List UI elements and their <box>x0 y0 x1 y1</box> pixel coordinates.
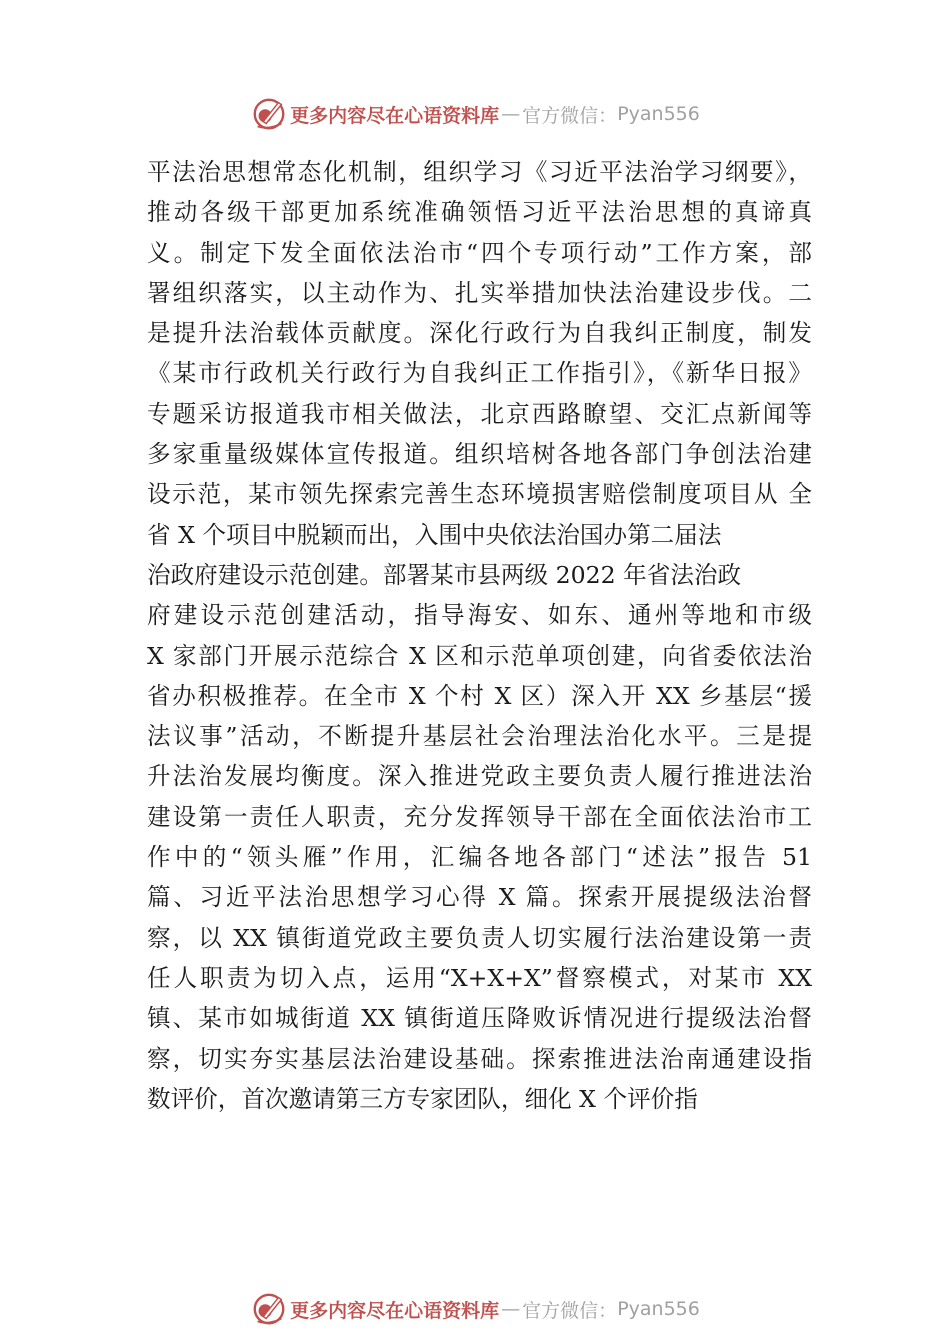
text-line: 镇、某市如城街道 XX 镇街道压降败诉情况进行提级法治督 <box>147 1004 812 1033</box>
text-line: 推动各级干部更加系统准确领悟习近平法治思想的真谛真 <box>147 198 812 227</box>
header-wechat-account: Pyan556 <box>617 103 700 125</box>
text-line: 篇、习近平法治思想学习心得 X 篇。探索开展提级法治督 <box>147 883 812 912</box>
header-brand-text: 更多内容尽在心语资料库 <box>290 104 500 127</box>
text-line: 多家重量级媒体宣传报道。组织培树各地各部门争创法治建 <box>147 440 812 469</box>
text-line: 义。制定下发全面依法治市“四个专项行动”工作方案，部 <box>147 238 812 267</box>
text-line: 治政府建设示范创建。部署某市县两级 2022 年省法治政 <box>147 560 742 589</box>
text-line: X 家部门开展示范综合 X 区和示范单项创建，向省委依法治 <box>147 641 812 670</box>
text-line: 平法治思想常态化机制，组织学习《习近平法治学习纲要》， <box>147 158 812 186</box>
text-line: 设示范，某市领先探索完善生态环境损害赔偿制度项目从 全 <box>147 480 812 509</box>
text-line: 任人职责为切入点，运用“X+X+X”督察模式，对某市 XX <box>147 963 812 992</box>
text-line: 《某市行政机关行政行为自我纠正工作指引》，《新华日报》 <box>147 359 812 388</box>
text-line: 建设第一责任人职责，充分发挥领导干部在全面依法治市工 <box>147 802 812 831</box>
footer-brand-text: 更多内容尽在心语资料库 <box>290 1299 500 1322</box>
footer-watermark <box>0 1289 950 1329</box>
footer-wechat-label: 官方微信： <box>522 1299 618 1322</box>
text-line: 察，切实夯实基层法治建设基础。探索推进法治南通建设指 <box>147 1044 812 1073</box>
header-wechat-label: 官方微信： <box>522 104 618 127</box>
brand-logo-icon <box>250 1290 288 1328</box>
text-line: 署组织落实，以主动作为、扎实举措加快法治建设步伐。二 <box>147 278 812 307</box>
text-line: 是提升法治载体贡献度。深化行政行为自我纠正制度，制发 <box>147 319 812 348</box>
text-line: 省 X 个项目中脱颖而出，入围中央依法治国办第二届法 <box>147 520 722 549</box>
brand-logo-icon <box>250 95 288 133</box>
text-line: 省办积极推荐。在全市 X 个村 X 区）深入开 XX 乡基层“援 <box>147 681 812 710</box>
text-line: 察，以 XX 镇街道党政主要负责人切实履行法治建设第一责 <box>147 923 812 952</box>
header-watermark <box>0 94 950 134</box>
text-line: 府建设示范创建活动，指导海安、如东、通州等地和市级 <box>147 601 812 630</box>
text-line: 专题采访报道我市相关做法，北京西路瞭望、交汇点新闻等 <box>147 399 812 428</box>
text-line: 作中的“领头雁”作用，汇编各地各部门“述法”报告 51 <box>147 843 812 872</box>
footer-separator: — <box>501 1298 521 1320</box>
text-line: 数评价，首次邀请第三方专家团队，细化 X 个评价指 <box>147 1084 698 1113</box>
document-body <box>147 152 812 1119</box>
text-line: 法议事”活动，不断提升基层社会治理法治化水平。三是提 <box>147 722 812 751</box>
text-line: 升法治发展均衡度。深入推进党政主要负责人履行推进法治 <box>147 762 812 791</box>
footer-wechat-account: Pyan556 <box>617 1298 700 1320</box>
header-separator: — <box>501 103 521 125</box>
